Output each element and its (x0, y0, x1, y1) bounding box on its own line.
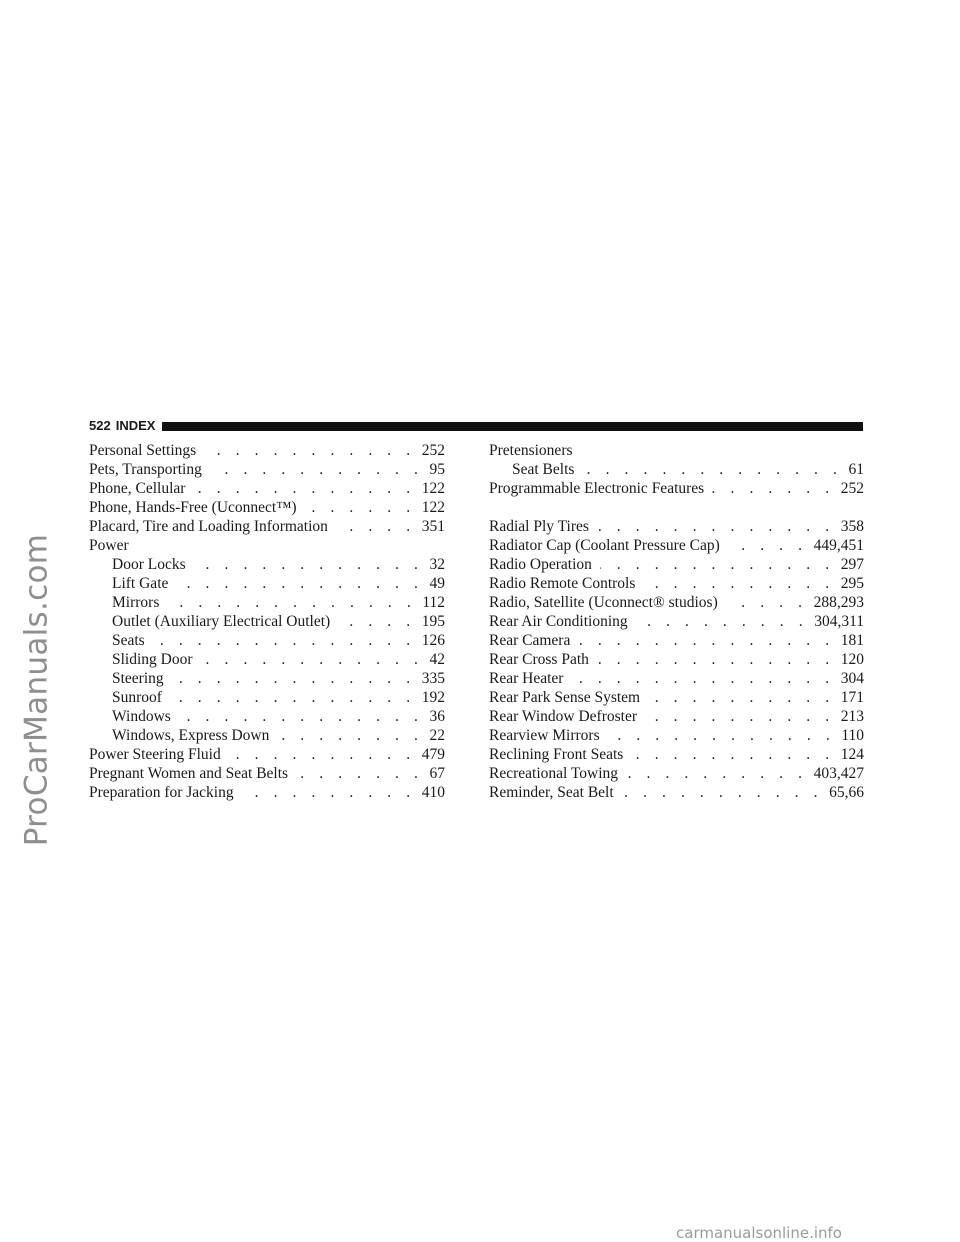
entry-label: Rear Heater (489, 670, 564, 687)
entry-page: 449,451 (813, 537, 864, 554)
entry-page: 124 (840, 746, 864, 763)
dot-leader (194, 555, 424, 574)
dot-leader (597, 650, 835, 669)
index-subentry (89, 555, 445, 574)
entry-label: Windows, Express Down (112, 727, 270, 744)
dot-leader (578, 631, 834, 650)
entry-label: Power (89, 537, 129, 554)
header-rule (162, 422, 863, 431)
entry-label: Phone, Hands-Free (Uconnect™) (89, 499, 297, 516)
side-watermark (6, 330, 66, 1050)
dot-leader (643, 574, 834, 593)
entry-label: Rear Park Sense System (489, 689, 641, 706)
bottom-watermark: carmanualsonline.info (676, 1224, 842, 1242)
dot-leader (622, 783, 823, 802)
index-subentry (89, 669, 445, 688)
index-heading (89, 536, 445, 555)
entry-page: 67 (429, 765, 445, 782)
dot-leader (336, 517, 416, 536)
dot-leader (277, 726, 423, 745)
index-entry (489, 650, 864, 669)
index-entry (489, 555, 864, 574)
entry-page: 95 (429, 461, 445, 478)
entry-label: Door Locks (112, 556, 186, 573)
entry-label: Outlet (Auxiliary Electrical Outlet) (112, 613, 331, 630)
index-subentry (89, 612, 445, 631)
index-entry (89, 479, 445, 498)
side-watermark-text: ProCarManuals.com (18, 533, 54, 847)
index-entry (89, 460, 445, 479)
page-number: 522 (89, 418, 111, 433)
entry-page: 335 (421, 670, 445, 687)
entry-label: Rear Cross Path (489, 651, 589, 668)
entry-page: 195 (421, 613, 445, 630)
dot-leader (582, 460, 842, 479)
entry-page: 252 (840, 480, 864, 497)
entry-page: 110 (841, 727, 864, 744)
index-subentry (89, 574, 445, 593)
entry-label: Radial Ply Tires (489, 518, 589, 535)
entry-page: 288,293 (813, 594, 864, 611)
entry-page: 171 (840, 689, 864, 706)
entry-page: 122 (421, 480, 445, 497)
entry-page: 122 (421, 499, 445, 516)
entry-label: Sliding Door (112, 651, 193, 668)
page-header (89, 418, 863, 434)
entry-label: Radio, Satellite (Uconnect® studios) (489, 594, 718, 611)
entry-label: Seats (112, 632, 145, 649)
index-entry (489, 707, 864, 726)
index-entry (489, 612, 864, 631)
entry-label: Windows (112, 708, 171, 725)
entry-label: Phone, Cellular (89, 480, 186, 497)
index-subentry (89, 707, 445, 726)
entry-page: 297 (840, 556, 864, 573)
index-entry (489, 783, 864, 802)
entry-label: Placard, Tire and Loading Information (89, 518, 328, 535)
index-subentry (89, 650, 445, 669)
dot-leader (296, 764, 423, 783)
entry-label: Reclining Front Seats (489, 746, 624, 763)
entry-page: 126 (421, 632, 445, 649)
dot-leader (626, 764, 808, 783)
index-entry (489, 631, 864, 650)
dot-leader (170, 688, 416, 707)
entry-page: 479 (421, 746, 445, 763)
index-entry (89, 783, 445, 802)
entry-page: 304,311 (814, 613, 864, 630)
index-subentry (89, 593, 445, 612)
entry-label: Radio Operation (489, 556, 592, 573)
index-subentry (89, 631, 445, 650)
entry-page: 61 (848, 461, 864, 478)
entry-label: Programmable Electronic Features (489, 480, 705, 497)
entry-label: Power Steering Fluid (89, 746, 221, 763)
index-entry (489, 517, 864, 536)
entry-page: 213 (840, 708, 864, 725)
index-entry (89, 441, 445, 460)
entry-label: Rear Air Conditioning (489, 613, 628, 630)
index-entry (489, 669, 864, 688)
entry-label: Lift Gate (112, 575, 169, 592)
dot-leader (648, 688, 835, 707)
dot-leader (712, 479, 835, 498)
index-entry (489, 688, 864, 707)
entry-label: Radio Remote Controls (489, 575, 636, 592)
entry-page: 120 (840, 651, 864, 668)
index-entry (489, 593, 864, 612)
entry-page: 295 (840, 575, 864, 592)
entry-label: Sunroof (112, 689, 162, 706)
index-subentry (489, 460, 864, 479)
entry-label: Personal Settings (89, 442, 197, 459)
entry-label: Pregnant Women and Seat Belts (89, 765, 289, 782)
entry-page: 112 (422, 594, 445, 611)
dot-leader (167, 593, 416, 612)
entry-label: Preparation for Jacking (89, 784, 234, 801)
dot-leader (176, 574, 423, 593)
entry-label: Steering (112, 670, 164, 687)
entry-label: Pretensioners (489, 442, 573, 459)
section-title: INDEX (115, 418, 156, 433)
index-subentry (89, 688, 445, 707)
entry-label: Reminder, Seat Belt (489, 784, 614, 801)
entry-page: 351 (421, 518, 445, 535)
dot-leader (242, 783, 416, 802)
index-column-right (489, 441, 864, 802)
entry-page: 252 (421, 442, 445, 459)
dot-leader (726, 593, 808, 612)
dot-leader (645, 707, 835, 726)
index-entry (489, 536, 864, 555)
dot-leader (201, 650, 424, 669)
entry-page: 49 (429, 575, 445, 592)
entry-page: 181 (840, 632, 864, 649)
entry-label: Rearview Mirrors (489, 727, 600, 744)
dot-leader (728, 536, 808, 555)
dot-leader (597, 517, 835, 536)
entry-page: 410 (421, 784, 445, 801)
entry-label: Rear Camera (489, 632, 571, 649)
index-entry (489, 726, 864, 745)
index-entry (89, 517, 445, 536)
entry-page: 192 (421, 689, 445, 706)
entry-page: 65,66 (829, 784, 864, 801)
dot-leader (229, 745, 416, 764)
index-entry (89, 764, 445, 783)
dot-leader (210, 460, 424, 479)
dot-leader (571, 669, 834, 688)
entry-page: 42 (429, 651, 445, 668)
entry-label: Radiator Cap (Coolant Pressure Cap) (489, 537, 720, 554)
dot-leader (608, 726, 836, 745)
index-entry (489, 574, 864, 593)
entry-page: 304 (840, 670, 864, 687)
entry-label: Rear Window Defroster (489, 708, 638, 725)
dot-leader (338, 612, 416, 631)
dot-leader (179, 707, 424, 726)
index-heading (489, 441, 864, 460)
entry-page: 32 (429, 556, 445, 573)
index-column-left (89, 441, 445, 802)
entry-label: Mirrors (112, 594, 160, 611)
entry-label: Pets, Transporting (89, 461, 202, 478)
dot-leader (153, 631, 416, 650)
dot-leader (204, 441, 416, 460)
index-entry (89, 745, 445, 764)
entry-label: Recreational Towing (489, 765, 619, 782)
entry-page: 36 (429, 708, 445, 725)
dot-leader (600, 555, 835, 574)
index-subentry (89, 726, 445, 745)
index-entry (489, 479, 864, 498)
entry-page: 22 (429, 727, 445, 744)
dot-leader (172, 669, 416, 688)
dot-leader (636, 612, 809, 631)
dot-leader (305, 498, 416, 517)
dot-leader (631, 745, 834, 764)
dot-leader (193, 479, 415, 498)
index-entry (489, 745, 864, 764)
entry-label: Seat Belts (512, 461, 575, 478)
index-entry (89, 498, 445, 517)
entry-page: 358 (840, 518, 864, 535)
entry-page: 403,427 (813, 765, 864, 782)
index-entry (489, 764, 864, 783)
